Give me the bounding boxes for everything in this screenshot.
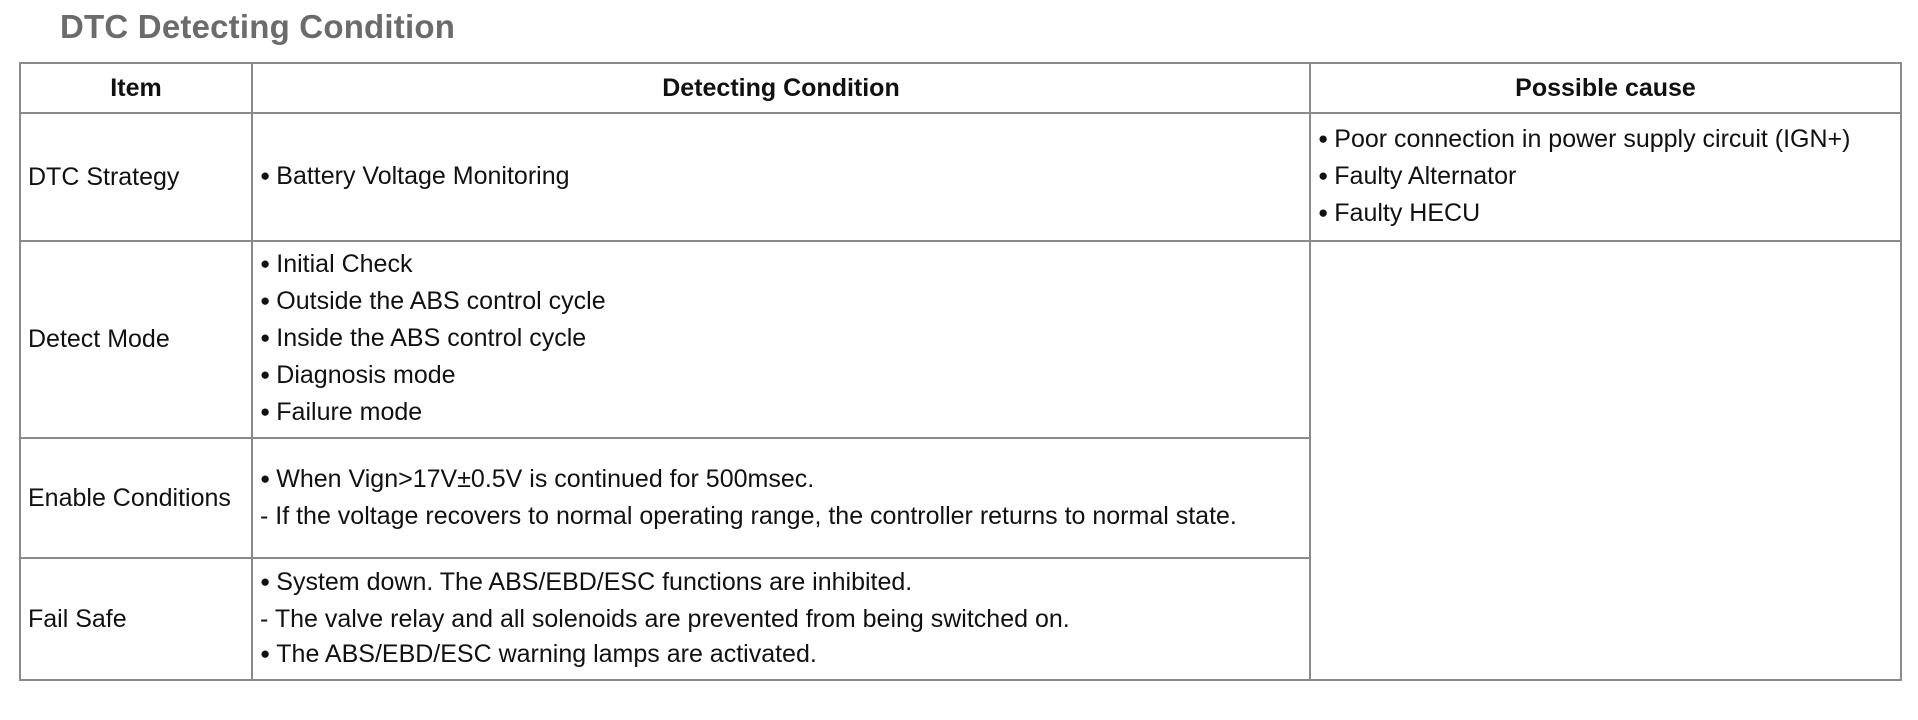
table-row [20,241,1901,438]
condition-line: ● System down. The ABS/EBD/ESC functions are inhibited. [260,565,1302,602]
table-header-row [20,63,1901,113]
condition-cell [252,438,1310,558]
condition-line: ● Diagnosis mode [260,358,1302,395]
possible-cause-cell [1310,113,1901,241]
possible-cause-item: ● Faulty Alternator [1318,159,1893,196]
condition-line: ● Initial Check [260,247,1302,284]
item-cell: DTC Strategy [20,113,252,241]
condition-line: - If the voltage recovers to normal operating range, the controller returns to normal state. [260,502,1237,530]
condition-line: ● Inside the ABS control cycle [260,321,1302,358]
header-possible-cause: Possible cause [1310,63,1901,113]
header-item: Item [20,63,252,113]
condition-line: ● Battery Voltage Monitoring [260,159,1302,196]
possible-cause-item: ● Faulty HECU [1318,196,1893,233]
page-title: DTC Detecting Condition [60,8,456,45]
condition-line: ● Outside the ABS control cycle [260,284,1302,321]
condition-line: - The valve relay and all solenoids are prevented from being switched on. [260,604,1070,633]
condition-line: ● Failure mode [260,395,1302,432]
condition-line: ● When Vign>17V±0.5V is continued for 500msec. [260,462,1302,499]
item-cell: Detect Mode [20,241,252,438]
possible-cause-item: ● Poor connection in power supply circuit (IGN+) [1318,122,1893,159]
possible-cause-empty-cell [1310,241,1901,680]
item-cell: Fail Safe [20,558,252,680]
table-row [20,113,1901,241]
header-detecting-condition: Detecting Condition [252,63,1310,113]
condition-cell [252,113,1310,241]
condition-cell [252,241,1310,438]
condition-line: ● The ABS/EBD/ESC warning lamps are activated. [260,637,1302,674]
item-cell: Enable Conditions [20,438,252,558]
condition-cell [252,558,1310,680]
dtc-condition-table [19,62,1902,681]
